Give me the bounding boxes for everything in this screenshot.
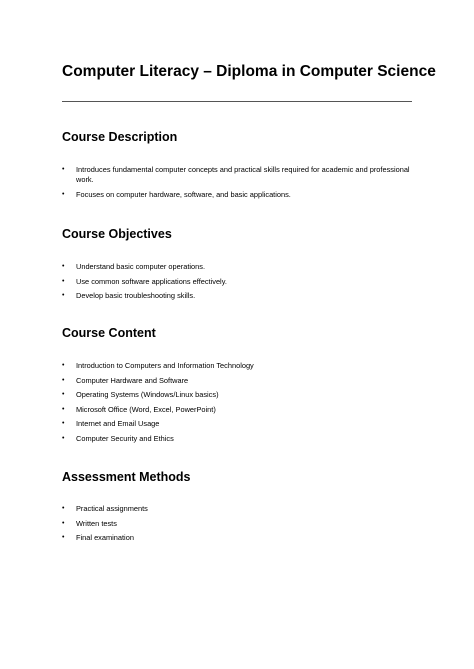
bullet-list [62,361,412,444]
bullet-icon: • [62,376,65,384]
list-item [62,165,412,185]
document-title: Computer Literacy – Diploma in Computer Science [62,63,436,80]
list-item-text: Final examination [76,533,134,542]
list-item-text: Computer Hardware and Software [76,375,189,385]
list-item-text: Written tests [76,518,117,528]
list-item-text: Use common software applications effectively. [76,276,227,286]
list-item-text: Develop basic troubleshooting skills. [76,291,196,300]
list-item-text: Microsoft Office (Word, Excel, PowerPoint) [76,404,216,414]
list-item [62,533,412,543]
list-item [62,291,412,301]
bullet-icon: • [62,434,65,442]
list-item [62,504,412,514]
list-item [62,361,412,371]
list-item [62,190,412,200]
list-item [62,277,412,287]
list-item [62,390,412,400]
bullet-icon: • [62,391,65,398]
bullet-icon: • [62,505,65,512]
title-divider [62,101,412,102]
section-course-content [62,325,412,448]
list-item-text: Introduces fundamental computer concepts and practical skills required for academic and professional work. [76,165,410,184]
list-item [62,405,412,415]
list-item [62,376,412,386]
list-item-text: Internet and Email Usage [76,419,160,428]
bullet-list [62,262,412,301]
list-item-text: Operating Systems (Windows/Linux basics) [76,390,219,399]
bullet-icon: • [62,292,65,299]
bullet-icon: • [62,190,65,198]
bullet-icon: • [62,534,65,541]
section-heading: Course Description [62,130,178,144]
section-course-description [62,129,412,204]
list-item [62,519,412,529]
section-course-objectives [62,226,412,306]
bullet-list [62,504,412,543]
bullet-icon: • [62,420,65,427]
section-heading: Course Content [62,326,156,340]
list-item-text: Computer Security and Ethics [76,433,174,443]
bullet-icon: • [62,362,65,369]
list-item-text: Introduction to Computers and Information Technology [76,361,254,370]
list-item [62,419,412,429]
bullet-icon: • [62,405,65,413]
list-item [62,434,412,444]
section-heading: Assessment Methods [62,470,191,484]
bullet-icon: • [62,166,65,173]
section-heading: Course Objectives [62,227,172,241]
bullet-icon: • [62,519,65,527]
list-item-text: Focuses on computer hardware, software, and basic applications. [76,189,291,199]
bullet-list [62,165,412,200]
list-item-text: Practical assignments [76,504,148,513]
list-item [62,262,412,272]
section-assessment-methods [62,469,412,548]
bullet-icon: • [62,263,65,270]
bullet-icon: • [62,277,65,285]
list-item-text: Understand basic computer operations. [76,262,205,271]
